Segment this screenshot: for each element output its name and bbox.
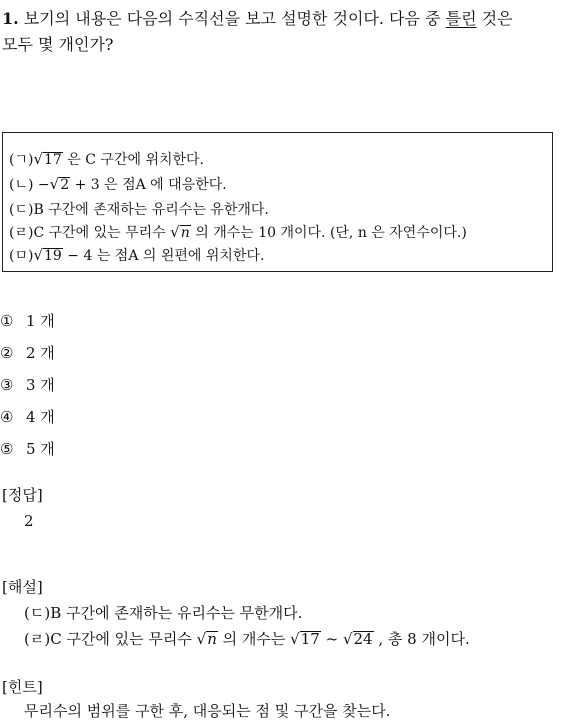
option-4[interactable]: [0, 406, 55, 427]
radicand: 2: [60, 177, 70, 193]
radicand: 24: [353, 630, 373, 648]
statement-prefix: (ㅁ): [9, 248, 34, 264]
option-label: 1 개: [26, 312, 55, 330]
radicand: 17: [44, 152, 62, 168]
question-text-start: 보기의 내용은 다음의 수직선을 보고 설명한 것이다. 다음 중: [23, 9, 441, 28]
hint-text: 무리수의 범위를 구한 후, 대응되는 점 및 구간을 찾는다.: [24, 702, 391, 720]
statement-rieul: [9, 222, 467, 242]
statement-giyeok: [9, 149, 204, 169]
question-text-end: 것은: [481, 9, 513, 28]
radicand: 19: [44, 248, 62, 264]
option-number: ⑤: [0, 440, 14, 458]
option-1[interactable]: [0, 310, 55, 331]
option-3[interactable]: [0, 374, 55, 395]
answer-heading: [정답]: [2, 486, 43, 504]
statement-prefix: (ㄱ): [9, 152, 34, 168]
statement-post: + 3 은 점A 에 대응한다.: [70, 177, 227, 193]
sqrt-symbol: √: [196, 630, 207, 648]
radicand: [206, 631, 218, 648]
statement-post: 의 개수는 10 개이다. (단, n 은 자연수이다.): [190, 225, 467, 241]
explanation-line-2: [24, 628, 470, 649]
explanation-heading: [해설]: [2, 578, 43, 596]
option-label: 4 개: [26, 408, 55, 426]
statement-post: B 구간에 존재하는 유리수는 유한개다.: [33, 202, 269, 218]
option-2[interactable]: [0, 342, 55, 363]
option-number: ④: [0, 408, 14, 426]
question-line-1: [2, 6, 513, 29]
answer-value: 2: [24, 512, 34, 530]
sqrt-symbol: √: [290, 630, 300, 648]
statement-mieum: [9, 245, 264, 265]
statement-prefix: (ㄴ): [9, 177, 34, 193]
statement-prefix: (ㄹ): [9, 225, 34, 241]
statement-prefix: (ㄷ): [9, 202, 34, 218]
sqrt-symbol: √: [33, 150, 44, 168]
option-label: 5 개: [26, 440, 55, 458]
question-underlined-word: 틀린: [445, 9, 477, 28]
sqrt-symbol: √: [33, 246, 44, 264]
sqrt-symbol: √: [49, 175, 60, 193]
statement-post: − 4 는 점A 의 왼편에 위치한다.: [62, 248, 265, 264]
statement-pre: −: [33, 177, 50, 193]
sqrt-symbol: √: [170, 223, 180, 241]
explanation-text: 의 개수는: [217, 630, 291, 648]
explanation-line-1: (ㄷ)B 구간에 존재하는 유리수는 무한개다.: [24, 604, 303, 622]
radicand-variable: n: [180, 225, 190, 241]
sqrt-symbol: √: [342, 630, 353, 648]
radicand-variable: n: [207, 630, 217, 648]
hint-heading: [힌트]: [2, 678, 43, 696]
question-number: 1.: [2, 9, 19, 28]
radicand: [180, 225, 191, 241]
question-line-2: 모두 몇 개인가?: [2, 35, 114, 54]
option-label: 3 개: [26, 376, 55, 394]
tilde-symbol: ~: [320, 630, 343, 648]
statement-nieun: [9, 174, 227, 194]
radicand: 17: [300, 630, 320, 648]
statement-digeut: [9, 199, 269, 219]
explanation-text: (ㄹ)C 구간에 있는 무리수: [24, 630, 197, 648]
statement-post: 은 C 구간에 위치한다.: [62, 152, 204, 168]
option-number: ①: [0, 312, 14, 330]
option-label: 2 개: [26, 344, 55, 362]
statement-box: [2, 132, 553, 272]
option-5[interactable]: [0, 438, 55, 459]
explanation-text: , 총 8 개이다.: [373, 630, 470, 648]
option-number: ②: [0, 344, 14, 362]
option-number: ③: [0, 376, 14, 394]
statement-pre: C 구간에 있는 무리수: [33, 225, 171, 241]
